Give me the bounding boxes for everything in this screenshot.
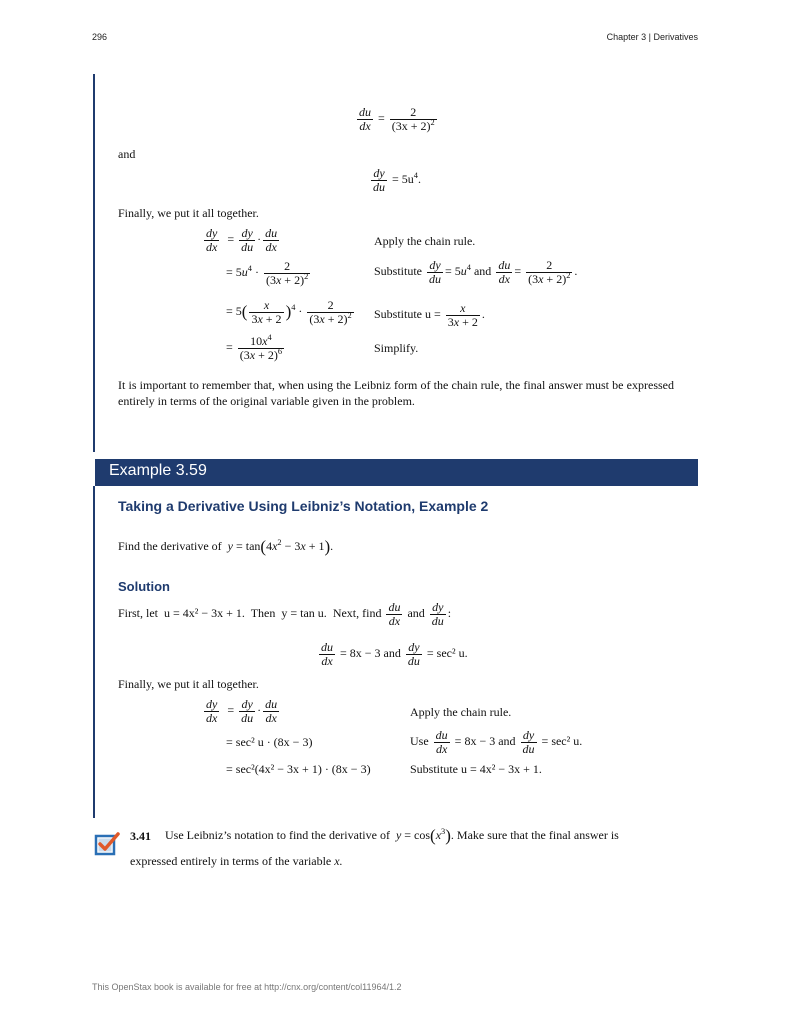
- derivation-note: Substitute u = $\frac{x}{3x + 2}$ .: [374, 301, 485, 329]
- first-let-line: First, let u = 4x² − 3x + 1. Then y = tan u. Next, find $\frac{du}{dx}$ and $\frac{dy}{du}$ :: [118, 600, 452, 628]
- equation-du-dx: $\frac{du}{dx}$ = $\frac{2}{(3x + 2)^2}$: [359, 105, 435, 133]
- left-margin-bar: [93, 74, 95, 452]
- derivation-row: = sec²(4x² − 3x + 1) · (8x − 3): [226, 762, 371, 776]
- finally-text-2: Finally, we put it all together.: [118, 677, 259, 691]
- exercise-line-2: expressed entirely in terms of the variable x.: [130, 854, 343, 868]
- derivation-row: = 5( $\frac{x}{3x + 2}$ )$^4$ · $\frac{2}{(3x + 2)^2}$: [226, 298, 352, 326]
- important-paragraph: It is important to remember that, when using the Leibniz form of the chain rule, the final answer must be expressed entirely in terms of the original variable given in the problem.: [118, 378, 674, 408]
- example-label: Example 3.59: [109, 462, 207, 479]
- example-left-bar: [93, 486, 95, 818]
- example-prompt: Find the derivative of $y = \tan(4x^2 - 3x + 1)$.: [118, 537, 334, 556]
- and-text: and: [118, 147, 136, 161]
- finally-text-1: Finally, we put it all together.: [118, 206, 259, 220]
- exercise-line-1: Use Leibniz’s notation to find the derivative of $y = \cos(x^3)$. Make sure that the final answer is: [165, 826, 619, 845]
- solution-label: Solution: [118, 579, 170, 594]
- derivation-note: Use $\frac{du}{dx}$ = 8x − 3 and $\frac{dy}{du}$ = sec² u.: [410, 728, 583, 756]
- checkbox-icon: [94, 831, 120, 857]
- derivation-row: = $\frac{10x^4}{(3x + 2)^6}$: [226, 333, 283, 362]
- derivatives-line: $\frac{du}{dx}$ = 8x − 3 and $\frac{dy}{du}$ = sec² u.: [321, 640, 468, 668]
- derivation-note: Substitute u = 4x² − 3x + 1.: [410, 762, 542, 776]
- page-number: 296: [92, 32, 108, 42]
- exercise-number: 3.41: [130, 829, 151, 843]
- derivation-note: Apply the chain rule.: [374, 234, 476, 248]
- derivation-note: Substitute $\frac{dy}{du}$ = $5u^4$ and $\frac{du}{dx}$ = $\frac{2}{(3x + 2)^2}$ .: [374, 258, 578, 286]
- equation-dy-du: $\frac{dy}{du}$ = $5u^4$.: [373, 166, 421, 194]
- example-title: Taking a Derivative Using Leibniz’s Notation, Example 2: [118, 498, 489, 514]
- derivation-row: $\frac{dy}{dx}$ = $\frac{dy}{du}$ · $\frac{du}{dx}$: [206, 697, 278, 725]
- derivation-row: = $5u^4$ · $\frac{2}{(3x + 2)^2}$: [226, 259, 309, 287]
- chapter-title: Chapter 3 | Derivatives: [606, 32, 698, 42]
- derivation-note: Simplify.: [374, 341, 419, 355]
- derivation-row: = sec² u · (8x − 3): [226, 735, 313, 749]
- footer-text: This OpenStax book is available for free at http://cnx.org/content/col11964/1.2: [92, 982, 402, 992]
- derivation-note: Apply the chain rule.: [410, 705, 512, 719]
- derivation-row: $\frac{dy}{dx}$ = $\frac{dy}{du}$ · $\frac{du}{dx}$: [206, 226, 278, 254]
